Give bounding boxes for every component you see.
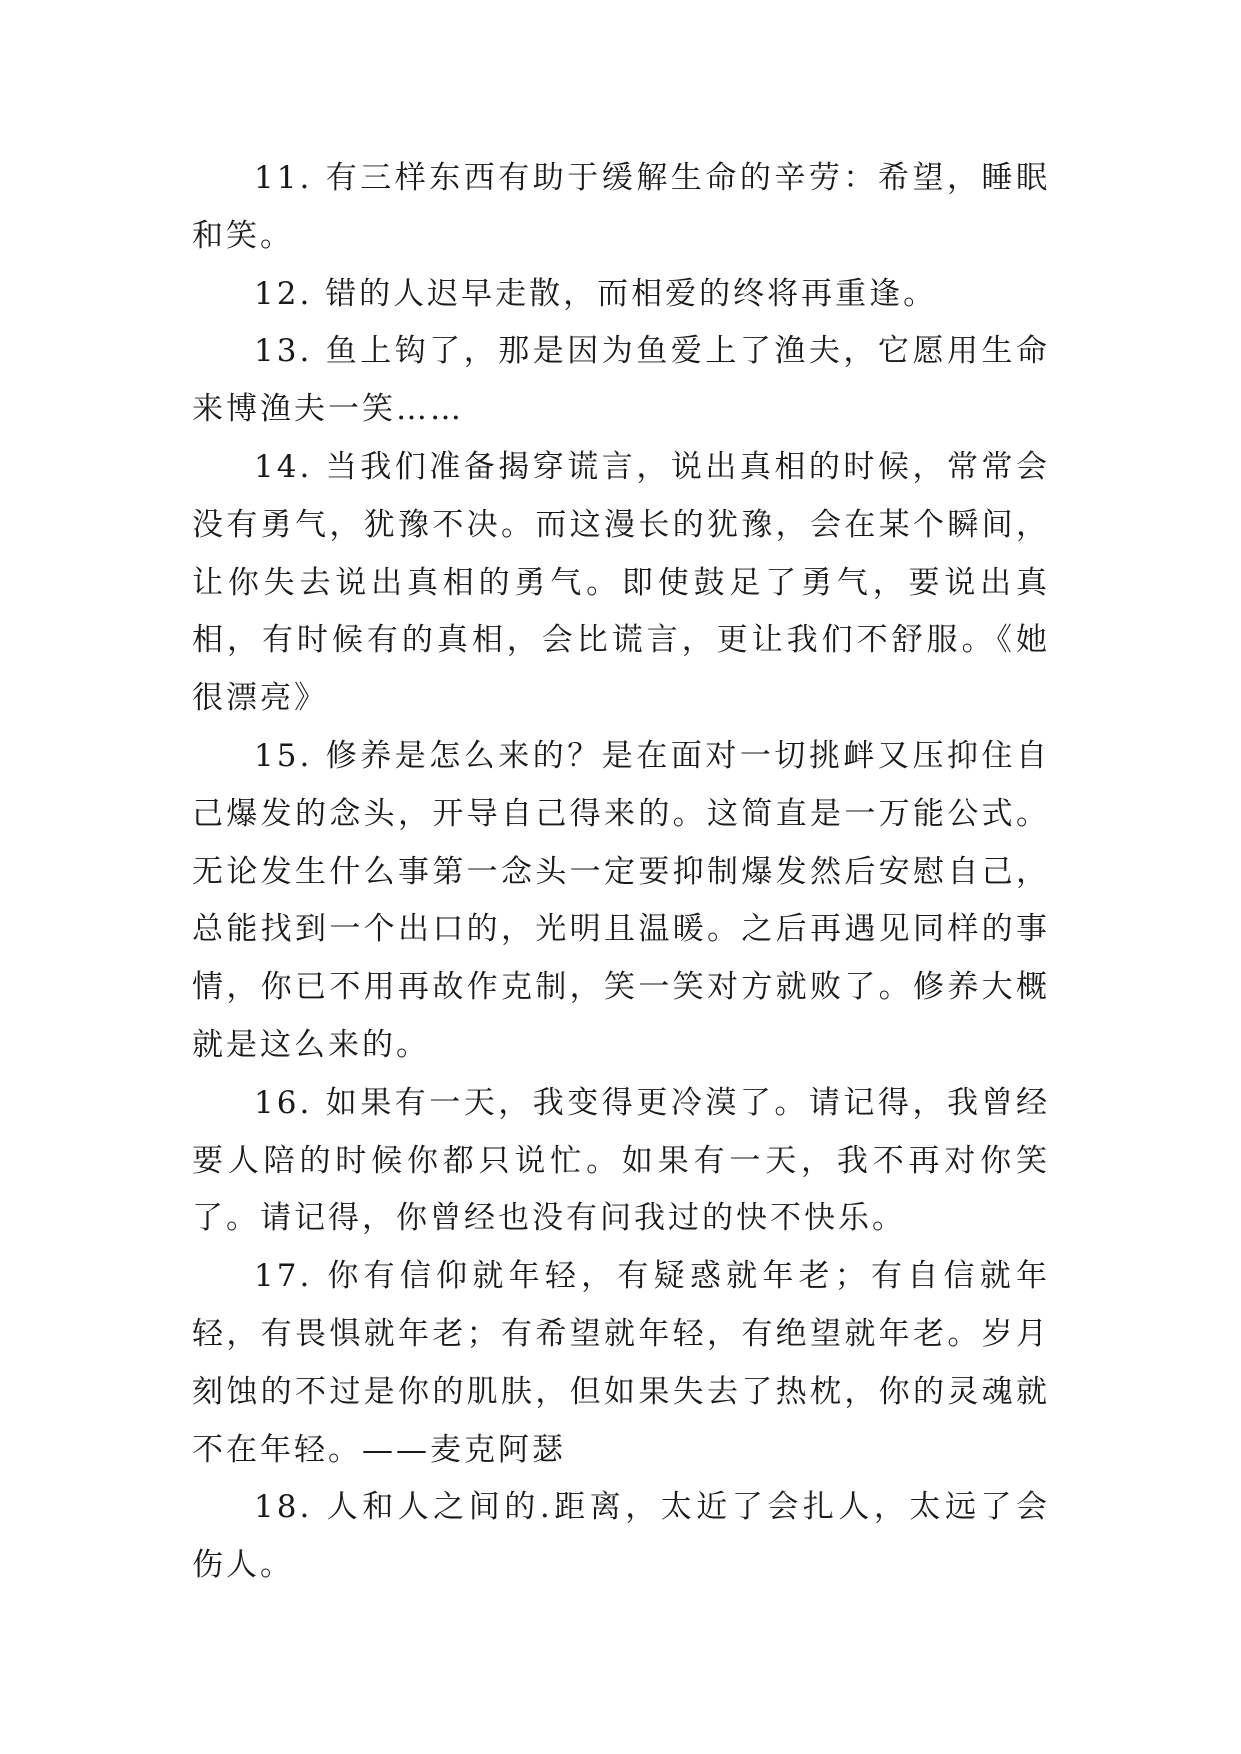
paragraph-11 bbox=[192, 150, 1050, 266]
paragraph-16 bbox=[192, 1075, 1050, 1248]
paragraph-number: 18. bbox=[254, 1489, 313, 1526]
paragraph-14 bbox=[192, 439, 1050, 728]
paragraph-text: 你有信仰就年轻，有疑惑就年老；有自信就年轻，有畏惧就年老；有希望就年轻，有绝望就年老。岁月刻蚀的不过是你的肌肤，但如果失去了热枕，你的灵魂就不在年轻。——麦克阿瑟 bbox=[192, 1258, 1051, 1468]
paragraph-text: 鱼上钩了，那是因为鱼爱上了渔夫，它愿用生命来博渔夫一笑…… bbox=[192, 333, 1050, 428]
paragraph-text: 修养是怎么来的？是在面对一切挑衅又压抑住自己爆发的念头，开导自己得来的。这简直是一万能公式。无论发生什么事第一念头一定要抑制爆发然后安慰自己，总能找到一个出口的，光明且温暖。之后再遇见同样的事情，你已不用再故作克制，笑一笑对方就败了。修养大概就是这么来的。 bbox=[192, 737, 1050, 1063]
document-page bbox=[192, 150, 1050, 1595]
paragraph-number: 16. bbox=[254, 1084, 313, 1121]
paragraph-18 bbox=[192, 1479, 1050, 1595]
paragraph-text: 当我们准备揭穿谎言，说出真相的时候，常常会没有勇气，犹豫不决。而这漫长的犹豫，会在某个瞬间，让你失去说出真相的勇气。即使鼓足了勇气，要说出真相，有时候有的真相，会比谎言，更让我们不舒服。《她很漂亮》 bbox=[192, 448, 1050, 717]
paragraph-12 bbox=[192, 266, 1050, 324]
paragraph-number: 12. bbox=[254, 275, 313, 312]
paragraph-13 bbox=[192, 323, 1050, 439]
paragraph-number: 11. bbox=[254, 160, 313, 196]
paragraph-17 bbox=[192, 1248, 1050, 1479]
paragraph-text: 有三样东西有助于缓解生命的辛劳：希望，睡眠和笑。 bbox=[192, 160, 1050, 254]
paragraph-text: 如果有一天，我变得更冷漠了。请记得，我曾经要人陪的时候你都只说忙。如果有一天，我不再对你笑了。请记得，你曾经也没有问我过的快不快乐。 bbox=[192, 1084, 1050, 1237]
paragraph-number: 13. bbox=[254, 333, 313, 370]
paragraph-number: 14. bbox=[254, 448, 313, 485]
paragraph-15 bbox=[192, 728, 1050, 1075]
paragraph-text: 错的人迟早走散，而相爱的终将再重逢。 bbox=[325, 275, 938, 312]
paragraph-number: 17. bbox=[254, 1258, 313, 1295]
paragraph-text: 人和人之间的.距离，太近了会扎人，太远了会伤人。 bbox=[192, 1489, 1051, 1584]
paragraph-number: 15. bbox=[254, 737, 313, 774]
